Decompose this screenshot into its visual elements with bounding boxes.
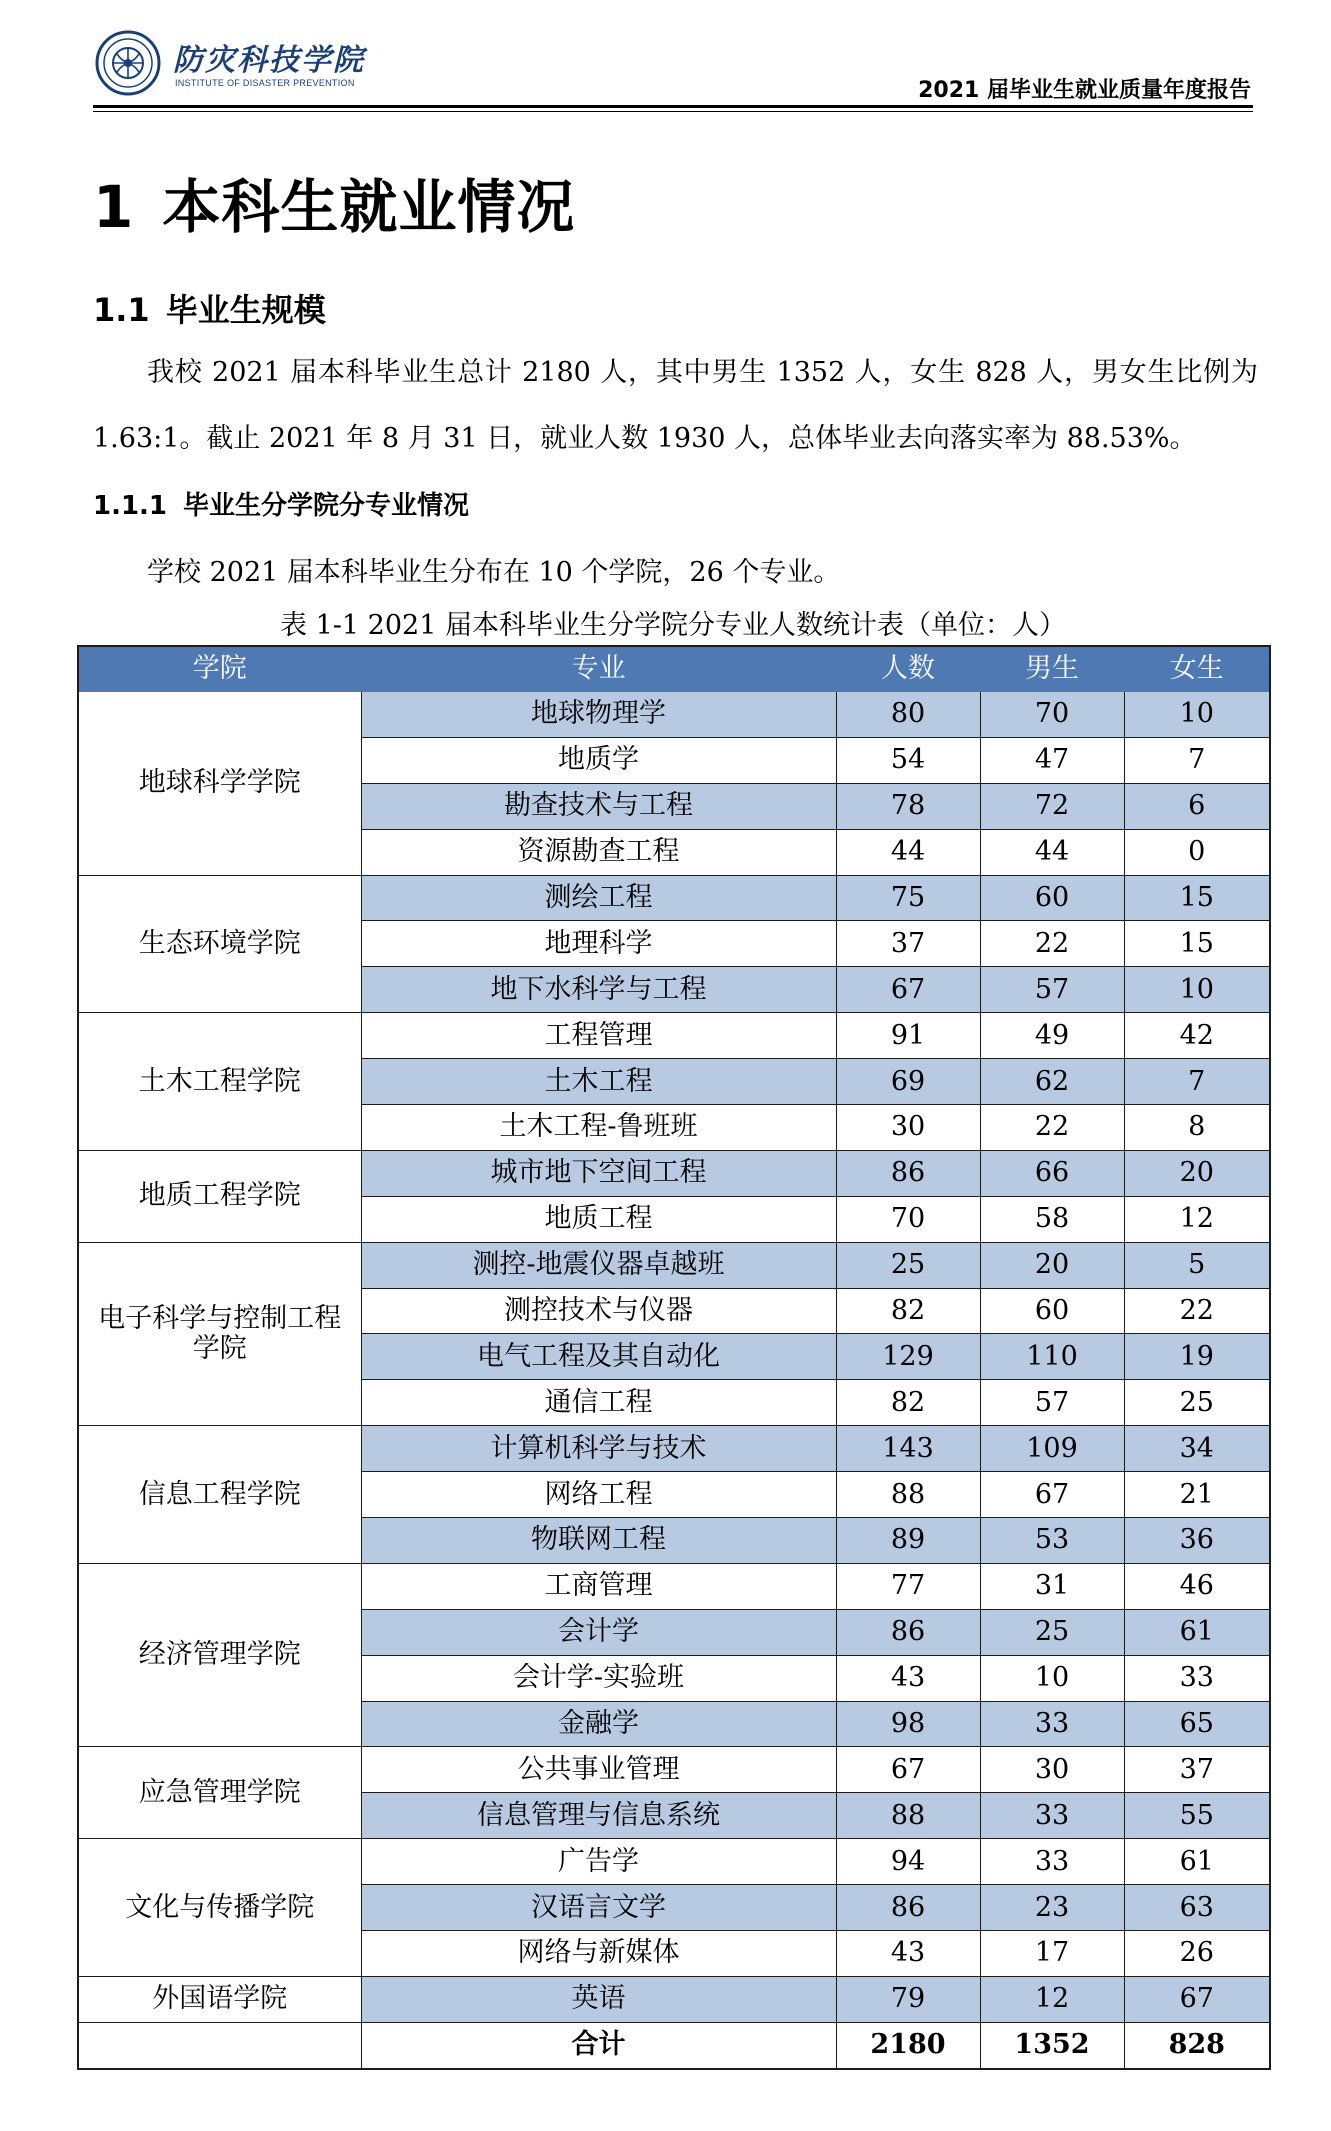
total-cell: 78: [836, 783, 980, 829]
male-cell: 31: [980, 1563, 1124, 1609]
chapter-number: 1: [93, 173, 135, 241]
female-cell: 21: [1124, 1472, 1270, 1518]
female-cell: 37: [1124, 1747, 1270, 1793]
grand-female-cell: 828: [1124, 2022, 1270, 2068]
header-rule-thick: [93, 105, 1253, 108]
total-cell: 82: [836, 1288, 980, 1334]
male-cell: 20: [980, 1242, 1124, 1288]
total-cell: 37: [836, 921, 980, 967]
female-cell: 55: [1124, 1793, 1270, 1839]
total-cell: 79: [836, 1976, 980, 2022]
total-cell: 98: [836, 1701, 980, 1747]
female-cell: 6: [1124, 783, 1270, 829]
grand-male-cell: 1352: [980, 2022, 1124, 2068]
female-cell: 10: [1124, 967, 1270, 1013]
total-cell: 54: [836, 737, 980, 783]
major-cell: 通信工程: [361, 1380, 836, 1426]
female-cell: 42: [1124, 1013, 1270, 1059]
header-male: 男生: [980, 646, 1124, 692]
male-cell: 72: [980, 783, 1124, 829]
major-cell: 勘查技术与工程: [361, 783, 836, 829]
total-cell: 43: [836, 1931, 980, 1977]
major-cell: 汉语言文学: [361, 1885, 836, 1931]
total-cell: 70: [836, 1196, 980, 1242]
chapter-heading: [93, 160, 575, 244]
section-heading: [93, 285, 326, 331]
female-cell: 15: [1124, 921, 1270, 967]
major-cell: 英语: [361, 1976, 836, 2022]
female-cell: 15: [1124, 875, 1270, 921]
male-cell: 49: [980, 1013, 1124, 1059]
male-cell: 12: [980, 1976, 1124, 2022]
college-cell: 外国语学院: [78, 1976, 361, 2022]
header-total: 人数: [836, 646, 980, 692]
female-cell: 61: [1124, 1839, 1270, 1885]
total-cell: 44: [836, 829, 980, 875]
male-cell: 22: [980, 921, 1124, 967]
female-cell: 65: [1124, 1701, 1270, 1747]
female-cell: 10: [1124, 692, 1270, 738]
major-cell: 资源勘查工程: [361, 829, 836, 875]
male-cell: 33: [980, 1793, 1124, 1839]
subsection-title: 毕业生分学院分专业情况: [183, 491, 470, 521]
table-row: [78, 1976, 1270, 2022]
subsection-number: 1.1.1: [93, 491, 168, 521]
total-cell: 86: [836, 1885, 980, 1931]
male-cell: 62: [980, 1059, 1124, 1105]
table-row: [78, 1839, 1270, 1885]
college-cell: 信息工程学院: [78, 1426, 361, 1564]
table-row: [78, 1242, 1270, 1288]
total-cell: 43: [836, 1655, 980, 1701]
male-cell: 60: [980, 875, 1124, 921]
total-row: [78, 2022, 1270, 2068]
total-cell: 86: [836, 1609, 980, 1655]
section-title: 毕业生规模: [165, 291, 326, 329]
female-cell: 46: [1124, 1563, 1270, 1609]
table-row: [78, 1747, 1270, 1793]
female-cell: 5: [1124, 1242, 1270, 1288]
major-cell: 土木工程-鲁班班: [361, 1105, 836, 1151]
graduate-stats-table: [77, 645, 1271, 2070]
major-cell: 测控-地震仪器卓越班: [361, 1242, 836, 1288]
total-cell: 67: [836, 967, 980, 1013]
total-cell: 67: [836, 1747, 980, 1793]
college-cell: 土木工程学院: [78, 1013, 361, 1151]
male-cell: 53: [980, 1518, 1124, 1564]
institute-name-en: INSTITUTE OF DISASTER PREVENTION: [175, 78, 355, 88]
total-cell: 30: [836, 1105, 980, 1151]
female-cell: 19: [1124, 1334, 1270, 1380]
major-cell: 金融学: [361, 1701, 836, 1747]
table-row: [78, 1150, 1270, 1196]
major-cell: 地理科学: [361, 921, 836, 967]
female-cell: 34: [1124, 1426, 1270, 1472]
major-cell: 电气工程及其自动化: [361, 1334, 836, 1380]
total-cell: 129: [836, 1334, 980, 1380]
chapter-title: 本科生就业情况: [162, 173, 576, 241]
female-cell: 8: [1124, 1105, 1270, 1151]
header-college: 学院: [78, 646, 361, 692]
total-blank-cell: [78, 2022, 361, 2068]
college-cell: 地球科学学院: [78, 692, 361, 876]
total-cell: 143: [836, 1426, 980, 1472]
female-cell: 0: [1124, 829, 1270, 875]
distribution-paragraph: 学校 2021 届本科毕业生分布在 10 个学院，26 个专业。: [147, 557, 841, 588]
total-cell: 94: [836, 1839, 980, 1885]
major-cell: 工程管理: [361, 1013, 836, 1059]
page-header: [93, 25, 1253, 107]
female-cell: 20: [1124, 1150, 1270, 1196]
female-cell: 61: [1124, 1609, 1270, 1655]
major-cell: 物联网工程: [361, 1518, 836, 1564]
major-cell: 广告学: [361, 1839, 836, 1885]
male-cell: 33: [980, 1701, 1124, 1747]
header-major: 专业: [361, 646, 836, 692]
male-cell: 23: [980, 1885, 1124, 1931]
male-cell: 109: [980, 1426, 1124, 1472]
major-cell: 地质学: [361, 737, 836, 783]
major-cell: 网络工程: [361, 1472, 836, 1518]
table-row: [78, 692, 1270, 738]
major-cell: 地球物理学: [361, 692, 836, 738]
major-cell: 地质工程: [361, 1196, 836, 1242]
college-cell: 地质工程学院: [78, 1150, 361, 1242]
male-cell: 10: [980, 1655, 1124, 1701]
female-cell: 25: [1124, 1380, 1270, 1426]
major-cell: 测绘工程: [361, 875, 836, 921]
total-cell: 75: [836, 875, 980, 921]
female-cell: 12: [1124, 1196, 1270, 1242]
report-title: 2021 届毕业生就业质量年度报告: [918, 78, 1251, 103]
total-cell: 82: [836, 1380, 980, 1426]
scale-paragraph: 我校 2021 届本科毕业生总计 2180 人，其中男生 1352 人，女生 828 人，男女生比例为 1.63:1。截止 2021 年 8 月 31 日，就业人数 1930 人，总体毕业去向落实率为 88.53%。: [93, 357, 1258, 454]
total-cell: 69: [836, 1059, 980, 1105]
college-cell: 经济管理学院: [78, 1563, 361, 1747]
female-cell: 67: [1124, 1976, 1270, 2022]
major-cell: 测控技术与仪器: [361, 1288, 836, 1334]
male-cell: 33: [980, 1839, 1124, 1885]
male-cell: 66: [980, 1150, 1124, 1196]
table-row: [78, 1426, 1270, 1472]
major-cell: 信息管理与信息系统: [361, 1793, 836, 1839]
table-header-row: [78, 646, 1270, 692]
male-cell: 57: [980, 967, 1124, 1013]
male-cell: 70: [980, 692, 1124, 738]
male-cell: 60: [980, 1288, 1124, 1334]
male-cell: 25: [980, 1609, 1124, 1655]
female-cell: 7: [1124, 1059, 1270, 1105]
total-cell: 89: [836, 1518, 980, 1564]
college-cell: 文化与传播学院: [78, 1839, 361, 1977]
total-cell: 88: [836, 1472, 980, 1518]
female-cell: 36: [1124, 1518, 1270, 1564]
total-cell: 77: [836, 1563, 980, 1609]
college-cell: 应急管理学院: [78, 1747, 361, 1839]
major-cell: 地下水科学与工程: [361, 967, 836, 1013]
male-cell: 47: [980, 737, 1124, 783]
male-cell: 58: [980, 1196, 1124, 1242]
male-cell: 30: [980, 1747, 1124, 1793]
female-cell: 63: [1124, 1885, 1270, 1931]
total-label-cell: 合计: [361, 2022, 836, 2068]
female-cell: 22: [1124, 1288, 1270, 1334]
major-cell: 公共事业管理: [361, 1747, 836, 1793]
subsection-heading: [93, 485, 469, 522]
college-cell: 生态环境学院: [78, 875, 361, 1013]
table-body: [78, 692, 1270, 2069]
major-cell: 工商管理: [361, 1563, 836, 1609]
major-cell: 网络与新媒体: [361, 1931, 836, 1977]
total-cell: 80: [836, 692, 980, 738]
male-cell: 57: [980, 1380, 1124, 1426]
table-row: [78, 1563, 1270, 1609]
total-cell: 25: [836, 1242, 980, 1288]
female-cell: 7: [1124, 737, 1270, 783]
male-cell: 44: [980, 829, 1124, 875]
table-row: [78, 875, 1270, 921]
college-cell: 电子科学与控制工程学院: [78, 1242, 361, 1426]
major-cell: 会计学: [361, 1609, 836, 1655]
total-cell: 86: [836, 1150, 980, 1196]
header-rule-thin: [93, 111, 1253, 112]
male-cell: 110: [980, 1334, 1124, 1380]
female-cell: 33: [1124, 1655, 1270, 1701]
major-cell: 计算机科学与技术: [361, 1426, 836, 1472]
total-cell: 88: [836, 1793, 980, 1839]
table-row: [78, 1013, 1270, 1059]
total-cell: 91: [836, 1013, 980, 1059]
institute-name-cn: 防灾科技学院: [173, 43, 365, 78]
male-cell: 17: [980, 1931, 1124, 1977]
male-cell: 67: [980, 1472, 1124, 1518]
major-cell: 城市地下空间工程: [361, 1150, 836, 1196]
major-cell: 土木工程: [361, 1059, 836, 1105]
institute-logo-icon: [95, 30, 161, 96]
section-number: 1.1: [93, 291, 150, 329]
table-caption: 表 1-1 2021 届本科毕业生分学院分专业人数统计表（单位：人）: [280, 610, 1066, 641]
female-cell: 26: [1124, 1931, 1270, 1977]
header-female: 女生: [1124, 646, 1270, 692]
male-cell: 22: [980, 1105, 1124, 1151]
grand-total-cell: 2180: [836, 2022, 980, 2068]
major-cell: 会计学-实验班: [361, 1655, 836, 1701]
